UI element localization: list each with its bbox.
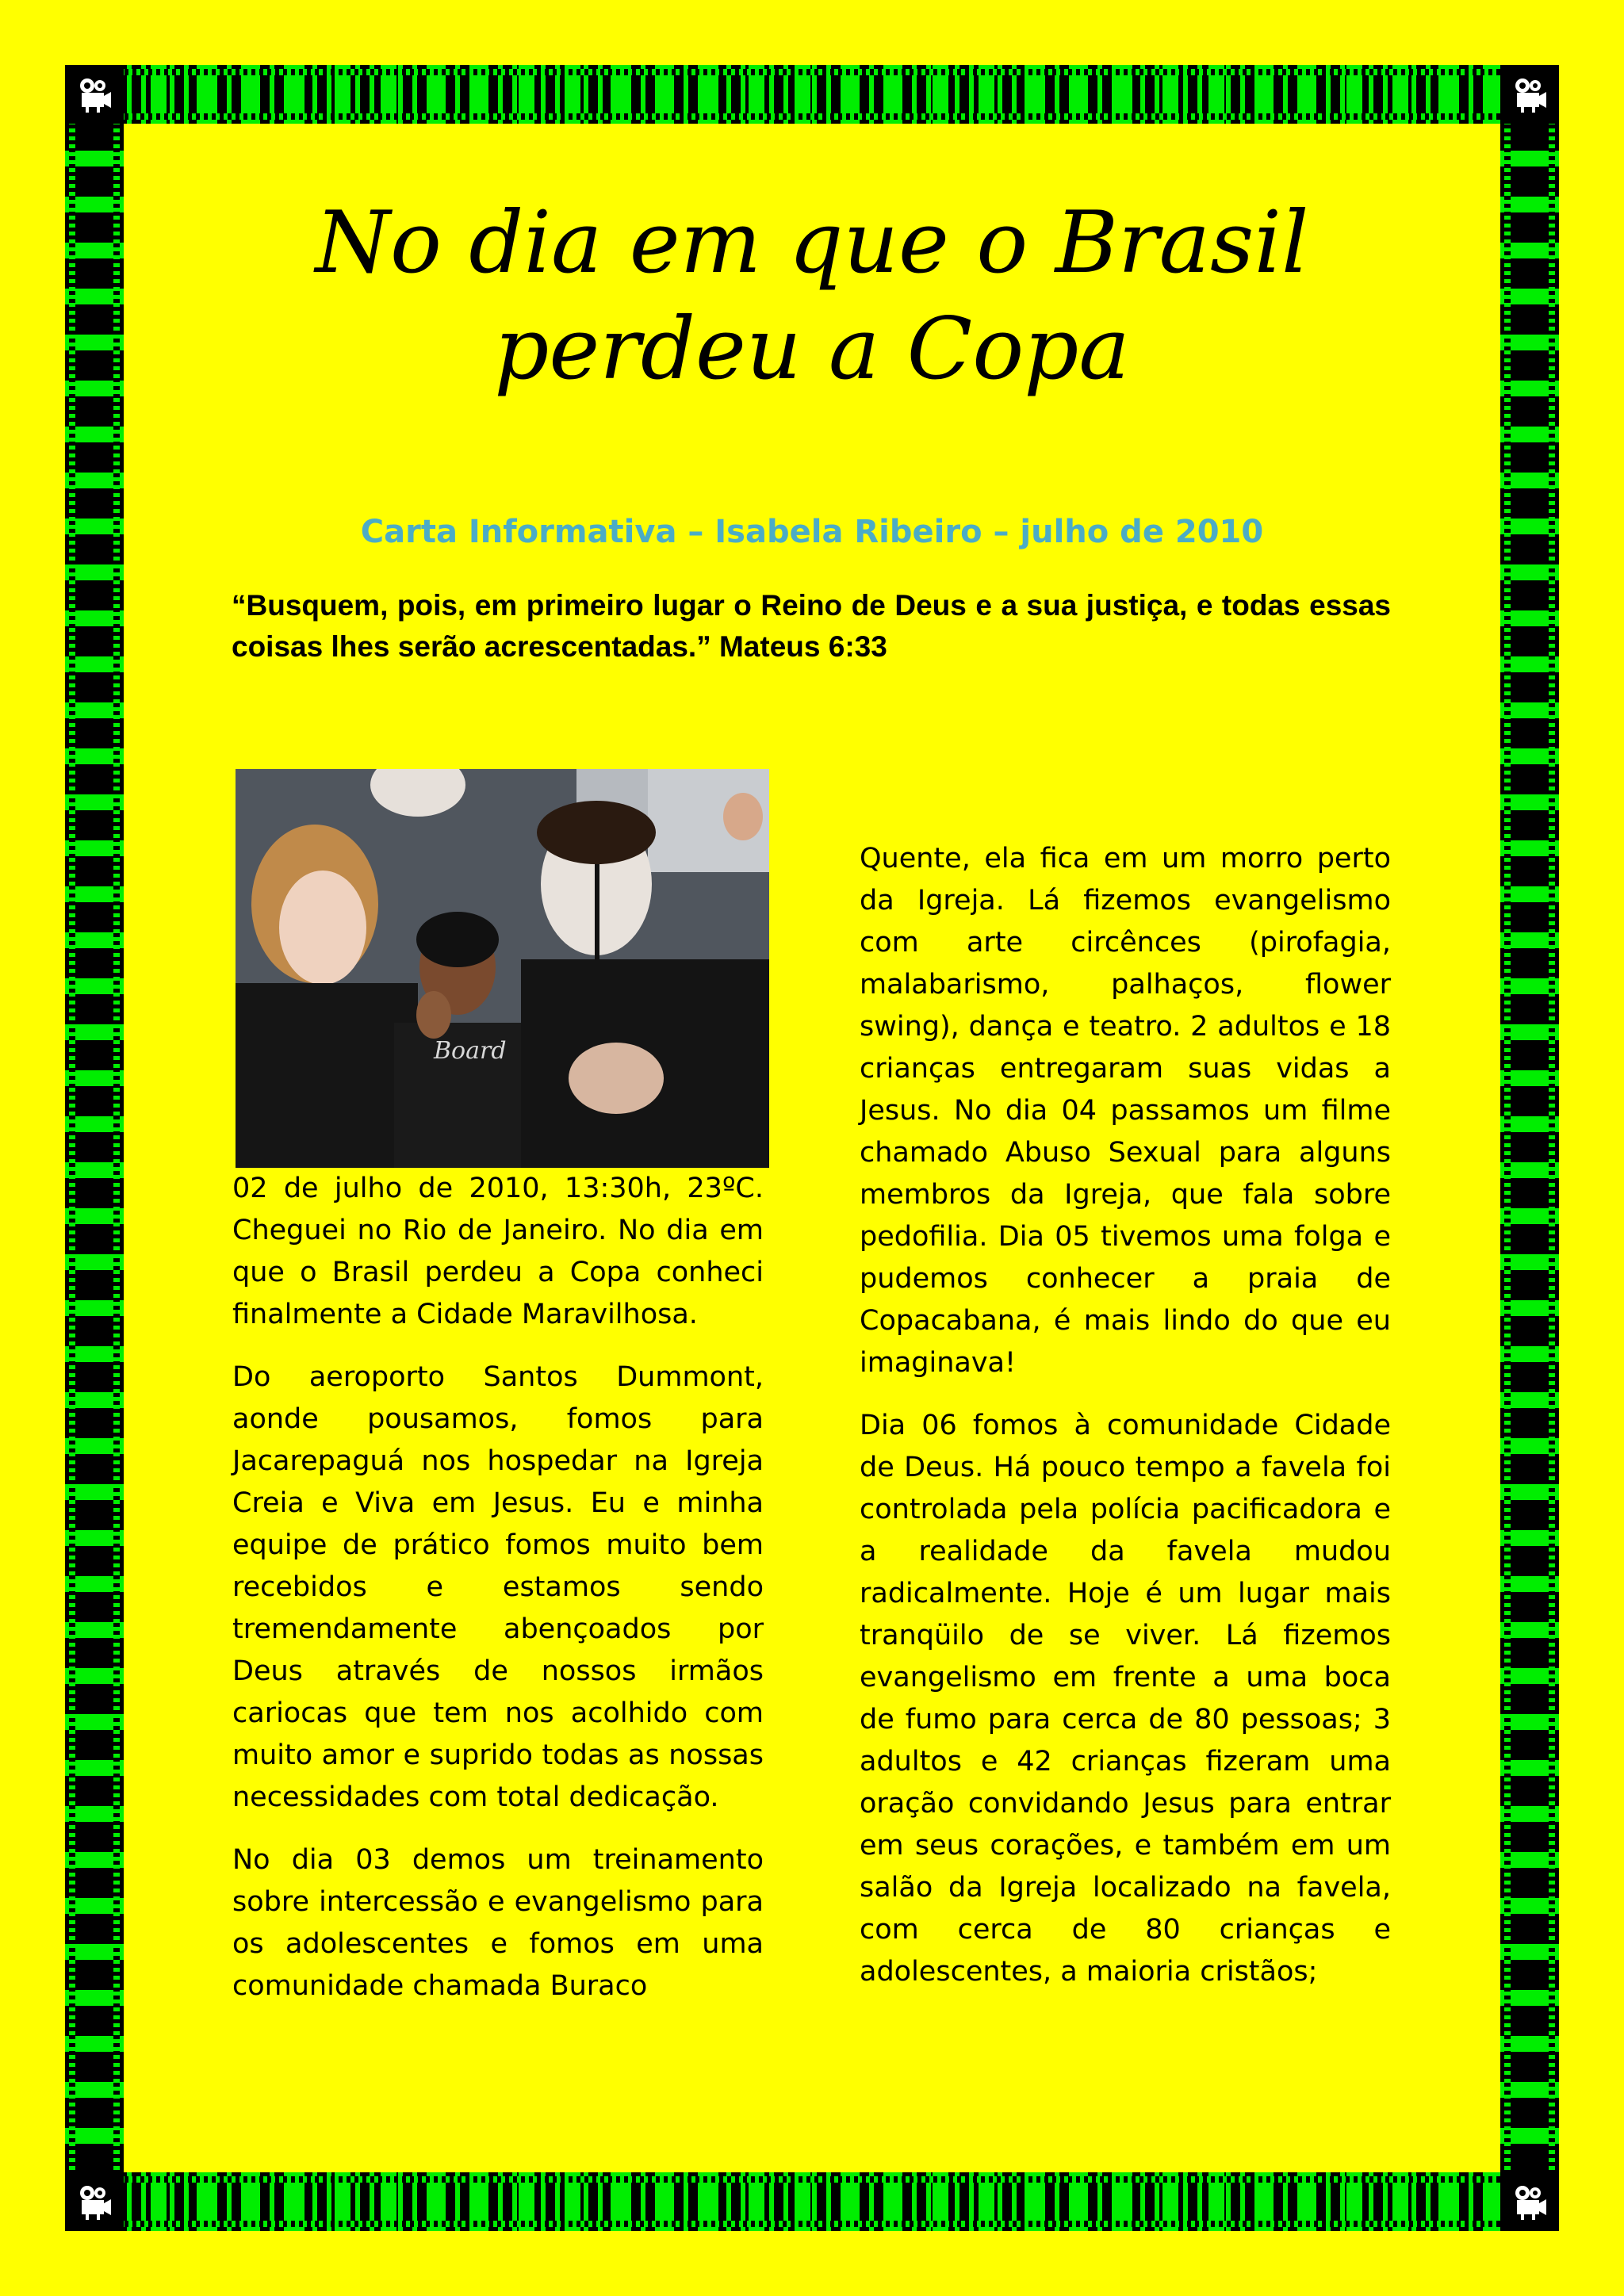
team-photo [236,769,769,1168]
shirt-text: Board [434,1037,507,1065]
paragraph: 02 de julho de 2010, 13:30h, 23ºC. Cheguei no Rio de Janeiro. No dia em que o Brasil perdeu a Copa conheci finalmente a Cidade Maravilhosa. [232,1173,764,1330]
article-left-column [232,1168,764,2028]
paragraph: No dia 03 demos um treinamento sobre intercessão e evangelismo para os adolescentes e fomos em uma comunidade chamada Buraco [232,1844,764,2002]
border-left [65,65,124,2231]
bible-verse: “Busquem, pois, em primeiro lugar o Reino de Deus e a sua justiça, e todas essas coisas lhes serão acrescentadas.” Mateus 6:33 [232,589,1391,663]
film-camera-icon [65,65,124,124]
newsletter-subtitle: Carta Informativa – Isabela Ribeiro – julho de 2010 [360,514,1264,550]
paragraph: Quente, ela fica em um morro perto da Igreja. Lá fizemos evangelismo com arte circênces (pirofagia, malabarismo, palhaços, flower swing), dança e teatro. 2 adultos e 18 crianças entregaram suas vidas a Jesus. No dia 04 passamos um filme chamado Abuso Sexual para alguns membros da Igreja, que fala sobre pedofilia. Dia 05 tivemos uma folga e pudemos conhecer a praia de Copacabana, é mais lindo do que eu imaginava! [860,843,1391,1379]
article-right-column [860,838,1391,2014]
paragraph: Dia 06 fomos à comunidade Cidade de Deus. Há pouco tempo a favela foi controlada pela polícia pacificadora e a realidade da favela mudou radicalmente. Hoje é um lugar mais tranqüilo de se viver. Lá fizemos evangelismo em frente a uma boca de fumo para cerca de 80 pessoas; 3 adultos e 42 crianças fizeram uma oração convidando Jesus para entrar em seus corações, e também em um salão da Igreja localizado na favela, com cerca de 80 crianças e adolescentes, a maioria cristãos; [860,1410,1391,1988]
border-top [65,65,1559,124]
title-line-2: perdeu a Copa [494,300,1130,399]
paragraph: Do aeroporto Santos Dummont, aonde pousamos, fomos para Jacarepaguá nos hospedar na Igreja Creia e Viva em Jesus. Eu e minha equipe de prático fomos muito bem recebidos e estamos sendo tremendamente abençoados por Deus através de nossos irmãos cariocas que tem nos acolhido com muito amor e suprido todas as nossas necessidades com total dedicação. [232,1361,764,1813]
film-camera-icon [65,2172,124,2231]
title-line-1: No dia em que o Brasil [315,193,1309,293]
film-camera-icon [1500,65,1559,124]
border-right [1500,65,1559,2231]
border-bottom [65,2172,1559,2231]
page-title [190,190,1434,403]
film-camera-icon [1500,2172,1559,2231]
